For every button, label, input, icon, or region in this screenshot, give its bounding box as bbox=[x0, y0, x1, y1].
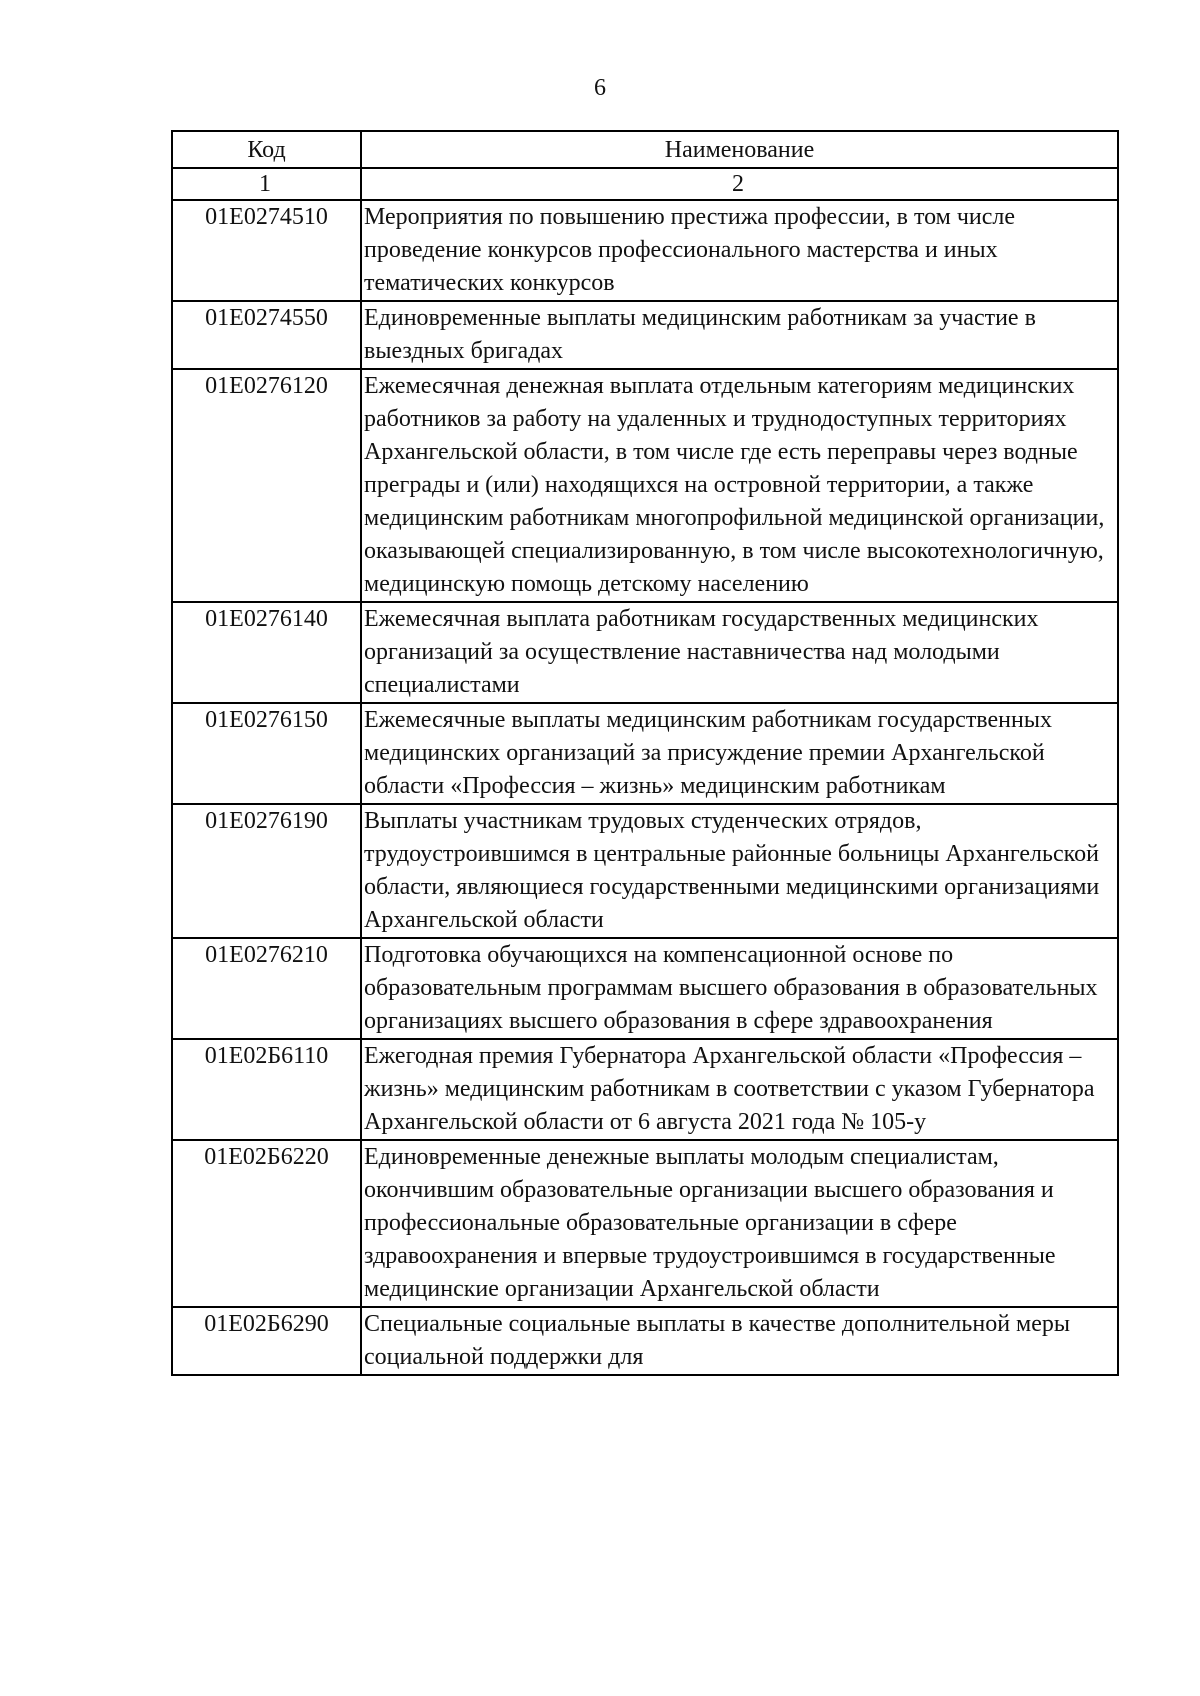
table-header bbox=[172, 131, 1118, 168]
column-number-2: 2 bbox=[361, 168, 1118, 200]
row-name: Ежемесячные выплаты медицинским работникам государственных медицинских организаций за присуждение премии Архангельской области «Профессия – жизнь» медицинским работникам bbox=[361, 703, 1118, 804]
column-number-row bbox=[172, 168, 1118, 200]
row-code: 01Е0276190 bbox=[172, 804, 361, 938]
row-name: Единовременные денежные выплаты молодым специалистам, окончившим образовательные организации высшего образования и профессиональные образовательные организации в сфере здравоохранения и впервые трудоустроившимся в государственные медицинские организации Архангельской области bbox=[361, 1140, 1118, 1307]
row-code: 01Е02Б6290 bbox=[172, 1307, 361, 1375]
table-row bbox=[172, 804, 1118, 938]
header-code: Код bbox=[172, 131, 361, 168]
header-row bbox=[172, 131, 1118, 168]
budget-code-table bbox=[171, 130, 1119, 1376]
table-row bbox=[172, 200, 1118, 301]
header-name: Наименование bbox=[361, 131, 1118, 168]
column-number-1: 1 bbox=[172, 168, 361, 200]
row-code: 01Е02Б6220 bbox=[172, 1140, 361, 1307]
table-row bbox=[172, 1039, 1118, 1140]
row-code: 01Е0276120 bbox=[172, 369, 361, 602]
table-row bbox=[172, 369, 1118, 602]
row-code: 01Е0276150 bbox=[172, 703, 361, 804]
row-code: 01Е0274550 bbox=[172, 301, 361, 369]
row-name: Специальные социальные выплаты в качестве дополнительной меры социальной поддержки для bbox=[361, 1307, 1118, 1375]
row-name: Ежегодная премия Губернатора Архангельской области «Профессия – жизнь» медицинским работникам в соответствии с указом Губернатора Архангельской области от 6 августа 2021 года № 105-у bbox=[361, 1039, 1118, 1140]
table-body bbox=[172, 168, 1118, 1375]
table-row bbox=[172, 1140, 1118, 1307]
row-code: 01Е0276210 bbox=[172, 938, 361, 1039]
table-row bbox=[172, 301, 1118, 369]
row-name: Мероприятия по повышению престижа профессии, в том числе проведение конкурсов профессионального мастерства и иных тематических конкурсов bbox=[361, 200, 1118, 301]
table-row bbox=[172, 938, 1118, 1039]
row-name: Ежемесячная выплата работникам государственных медицинских организаций за осуществление наставничества над молодыми специалистами bbox=[361, 602, 1118, 703]
row-name: Ежемесячная денежная выплата отдельным категориям медицинских работников за работу на удаленных и труднодоступных территориях Архангельской области, в том числе где есть переправы через водные преграды и (или) находящихся на островной территории, а также медицинским работникам многопрофильной медицинской организации, оказывающей специализированную, в том числе высокотехнологичную, медицинскую помощь детскому населению bbox=[361, 369, 1118, 602]
row-name: Единовременные выплаты медицинским работникам за участие в выездных бригадах bbox=[361, 301, 1118, 369]
table-row bbox=[172, 602, 1118, 703]
row-name: Подготовка обучающихся на компенсационной основе по образовательным программам высшего образования в образовательных организациях высшего образования в сфере здравоохранения bbox=[361, 938, 1118, 1039]
row-code: 01Е02Б6110 bbox=[172, 1039, 361, 1140]
table-row bbox=[172, 1307, 1118, 1375]
page-number: 6 bbox=[594, 75, 606, 101]
table-row bbox=[172, 703, 1118, 804]
row-code: 01Е0274510 bbox=[172, 200, 361, 301]
row-name: Выплаты участникам трудовых студенческих отрядов, трудоустроившимся в центральные районные больницы Архангельской области, являющиеся государственными медицинскими организациями Архангельской области bbox=[361, 804, 1118, 938]
row-code: 01Е0276140 bbox=[172, 602, 361, 703]
